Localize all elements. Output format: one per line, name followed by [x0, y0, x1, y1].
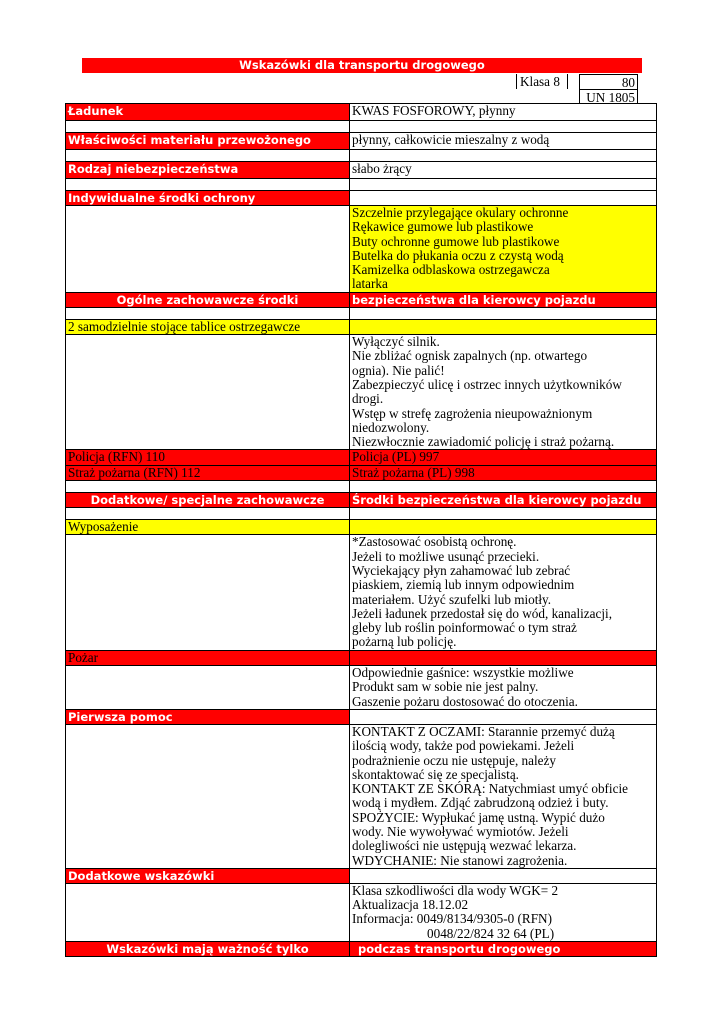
ogolne-instructions: [350, 335, 657, 450]
ochrona-item: Butelka do płukania oczu z czystą wodą: [352, 247, 564, 263]
ochrona-item: Szczelnie przylegające okulary ochronne: [352, 205, 569, 220]
ogolne-heading-left: Ogólne zachowawcze środki: [66, 292, 350, 307]
instruction-line: ognia). Nie palić!: [352, 362, 445, 378]
wyposazenie-empty-cell: [66, 535, 350, 650]
pierwsza-pomoc-label: Pierwsza pomoc: [66, 709, 350, 724]
spacer-cell: [66, 307, 350, 319]
instruction-line: drogi.: [352, 391, 384, 407]
dodatkowe-heading-left: Dodatkowe/ specjalne zachowawcze: [66, 493, 350, 508]
un-number: UN 1805: [579, 89, 638, 104]
wyposazenie-instructions: [350, 535, 657, 650]
instruction-line: Wstęp w strefę zagrożenia nieupoważnionym: [352, 405, 593, 421]
pozar-label: Pożar: [66, 650, 350, 665]
pozar-instructions: [350, 666, 657, 710]
dodatkowe-wskazowki-empty-cell: [66, 883, 350, 941]
spacer-cell: [66, 179, 350, 191]
spacer-cell: [66, 481, 350, 493]
pozar-empty-cell: [66, 666, 350, 710]
page-title: Wskazówki dla transportu drogowego: [82, 58, 642, 73]
spacer-cell: [66, 121, 350, 133]
instruction-line: Jeżeli to możliwe usunąć przecieki.: [352, 548, 540, 564]
instruction-line: materiałem. Użyć szufelki lub miotły.: [352, 591, 552, 607]
ogolne-heading-right: bezpieczeństwa dla kierowcy pojazdu: [350, 292, 657, 307]
instruction-line: KONTAKT Z OCZAMI: Starannie przemyć dużą: [352, 723, 615, 739]
wlasciwosci-label: Właściwości materiału przewożonego: [66, 133, 350, 150]
instruction-line: SPOŻYCIE: Wypłukać jamę ustną. Wypić dużo: [352, 809, 605, 825]
instruction-line: Odpowiednie gaśnice: wszystkie możliwe: [352, 665, 574, 681]
dodatkowe-wskazowki-content: [350, 883, 657, 941]
wyposazenie-yellow-cell: [350, 520, 657, 535]
instruction-line: gleby lub roślin poinformować o tym straż: [352, 620, 577, 636]
rodzaj-value: słabo żrący: [350, 162, 657, 179]
policja-pl: Policja (PL) 997: [350, 450, 657, 465]
info-line: Klasa szkodliwości dla wody WGK= 2: [352, 882, 559, 898]
ochrona-item: Buty ochronne gumowe lub plastikowe: [352, 233, 560, 249]
policja-rfn: Policja (RFN) 110: [66, 450, 350, 465]
spacer-cell: [350, 179, 657, 191]
instruction-line: skontaktować się ze specjalistą.: [352, 766, 519, 782]
instruction-line: Niezwłocznie zawiadomić policję i straż pożarną.: [352, 434, 615, 450]
dodatkowe-wskazowki-header-cell: [350, 868, 657, 883]
footer-right: podczas transportu drogowego: [350, 942, 657, 957]
instruction-line: wodą i mydłem. Zdjąć zabrudzoną odzież i buty.: [352, 795, 609, 811]
pierwsza-pomoc-header-cell: [350, 709, 657, 724]
instruction-line: Wyciekający płyn zahamować lub zebrać: [352, 562, 571, 578]
info-line: 0048/22/824 32 64 (PL): [427, 925, 555, 941]
spacer-cell: [350, 307, 657, 319]
dodatkowe-heading-right: Środki bezpieczeństwa dla kierowcy pojazdu: [350, 493, 657, 508]
instruction-line: piaskiem, ziemią lub innym odpowiednim: [352, 577, 575, 593]
ogolne-empty-cell: [66, 335, 350, 450]
spacer-cell: [350, 508, 657, 520]
instruction-line: wody. Nie wywoływać wymiotów. Jeżeli: [352, 823, 569, 839]
instruction-line: pożarną lub policję.: [352, 634, 457, 650]
tablice-yellow-cell: [350, 319, 657, 334]
spacer-cell: [66, 150, 350, 162]
spacer-cell: [350, 481, 657, 493]
instruction-line: dolegliwości nie ustępują wezwać lekarza.: [352, 838, 577, 854]
instruction-line: Zabezpieczyć ulicę i ostrzec innych użytkowników: [352, 376, 622, 392]
pierwsza-pomoc-empty-cell: [66, 724, 350, 868]
pierwsza-pomoc-instructions: [350, 724, 657, 868]
transport-instructions-table: [65, 103, 657, 957]
instruction-line: KONTAKT ZE SKÓRĄ: Natychmiast umyć obficie: [352, 781, 628, 797]
srodki-ochrony-header-cell: [350, 191, 657, 206]
tablice-ostrzegawcze: 2 samodzielnie stojące tablice ostrzegawcze: [66, 319, 350, 334]
instruction-line: Jeżeli ładunek przedostał się do wód, kanalizacji,: [352, 605, 612, 621]
pozar-red-cell: [350, 650, 657, 665]
instruction-line: ilością wody, także pod powiekami. Jeżeli: [352, 738, 575, 754]
spacer-cell: [350, 150, 657, 162]
instruction-line: *Zastosować osobistą ochronę.: [352, 534, 517, 550]
info-line: Aktualizacja 18.12.02: [352, 897, 469, 913]
spacer-cell: [350, 121, 657, 133]
srodki-ochrony-list: [350, 206, 657, 293]
ochrona-item: Rękawice gumowe lub plastikowe: [352, 219, 534, 235]
info-line: Informacja: 0049/8134/9305-0 (RFN): [352, 911, 552, 927]
straz-rfn: Straż pożarna (RFN) 112: [66, 465, 350, 480]
footer-left: Wskazówki mają ważność tylko: [66, 942, 350, 957]
srodki-ochrony-empty-cell: [66, 206, 350, 293]
instruction-line: Wyłączyć silnik.: [352, 334, 440, 350]
instruction-line: Produkt sam w sobie nie jest palny.: [352, 679, 539, 695]
klasa-label: Klasa 8: [516, 74, 568, 89]
klasa-value: 80: [579, 74, 638, 89]
ochrona-item: latarka: [352, 276, 388, 292]
dodatkowe-wskazowki-label: Dodatkowe wskazówki: [66, 868, 350, 883]
srodki-ochrony-label: Indywidualne środki ochrony: [66, 191, 350, 206]
wyposazenie-label: Wyposażenie: [66, 520, 350, 535]
ochrona-item: Kamizelka odblaskowa ostrzegawcza: [352, 262, 550, 278]
rodzaj-label: Rodzaj niebezpieczeństwa: [66, 162, 350, 179]
ladunek-label: Ładunek: [66, 104, 350, 121]
instruction-line: podrażnienie oczu nie ustępuje, należy: [352, 752, 556, 768]
ladunek-value: KWAS FOSFOROWY, płynny: [350, 104, 657, 121]
spacer-cell: [66, 508, 350, 520]
instruction-line: Nie zbliżać ognisk zapalnych (np. otwartego: [352, 348, 588, 364]
instruction-line: Gaszenie pożaru dostosować do otoczenia.: [352, 693, 578, 709]
wlasciwosci-value: płynny, całkowicie mieszalny z wodą: [350, 133, 657, 150]
straz-pl: Straż pożarna (PL) 998: [350, 465, 657, 480]
instruction-line: WDYCHANIE: Nie stanowi zagrożenia.: [352, 852, 568, 868]
instruction-line: niedozwolony.: [352, 419, 430, 435]
